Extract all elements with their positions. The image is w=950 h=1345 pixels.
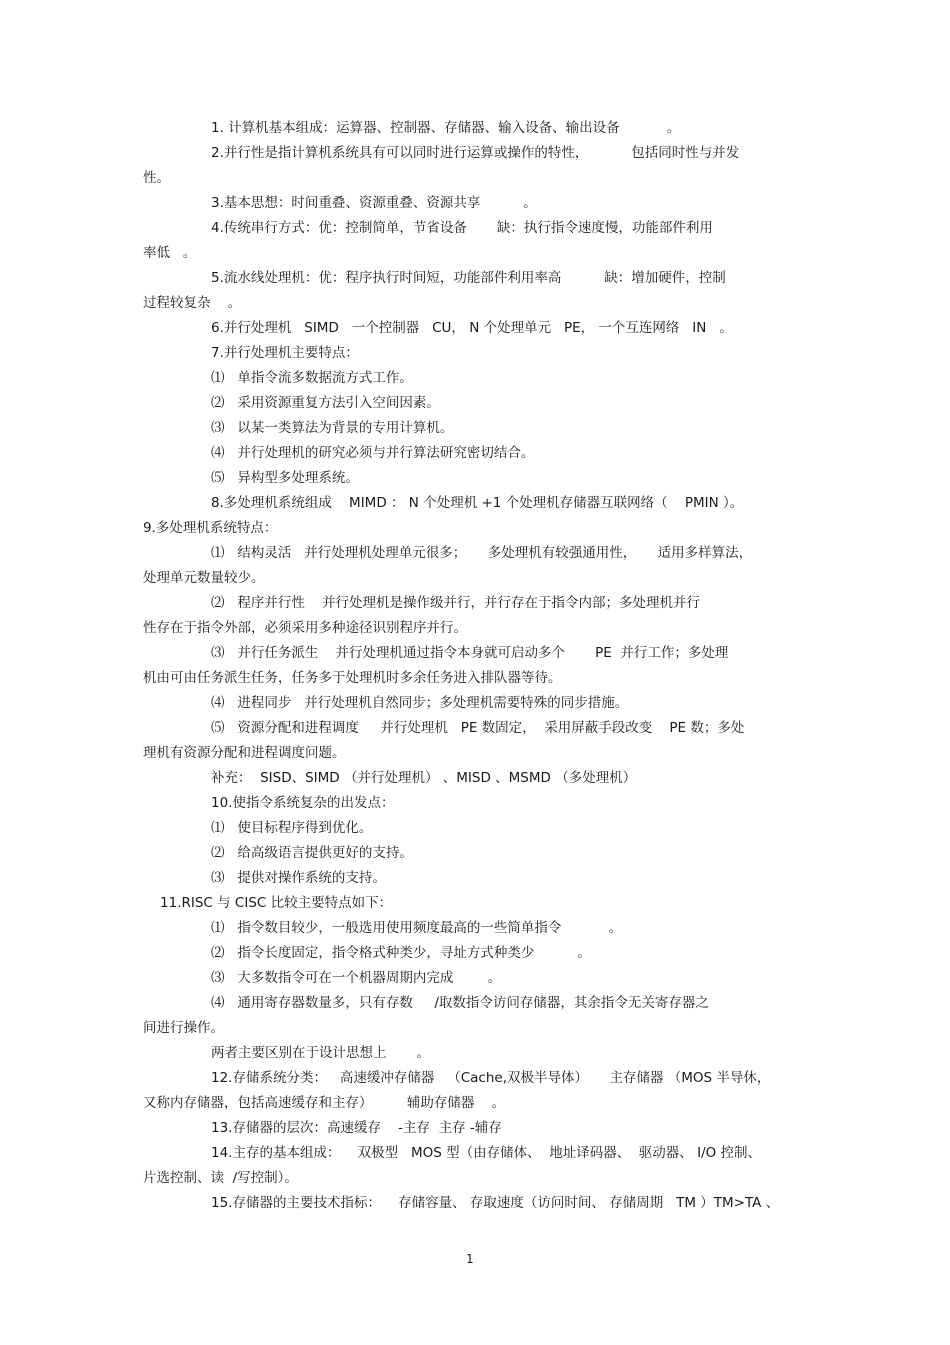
text-line: 10.使指令系统复杂的出发点： bbox=[211, 795, 395, 811]
text-line: 性。 bbox=[143, 170, 170, 186]
list-item: ⑷ 通用寄存器数量多，只有存数 /取数指令访问存储器，其余指令无关寄存器之 bbox=[211, 995, 709, 1011]
list-item: ⑶ 并行任务派生 并行处理机通过指令本身就可启动多个 PE 并行工作；多处理 bbox=[211, 645, 729, 661]
text-line: 6.并行处理机 SIMD 一个控制器 CU， N 个处理单元 PE， 一个互连网络 IN 。 bbox=[211, 320, 733, 336]
list-item: ⑴ 单指令流多数据流方式工作。 bbox=[211, 370, 413, 386]
text-line: 8.多处理机系统组成 MIMD ： N 个处理机 +1 个处理机存储器互联网络（ PMIN ）。 bbox=[211, 495, 744, 511]
list-item: ⑵ 给高级语言提供更好的支持。 bbox=[211, 845, 413, 861]
page-number: 1 bbox=[466, 1252, 474, 1266]
list-item: ⑶ 大多数指令可在一个机器周期内完成 。 bbox=[211, 970, 502, 986]
text-line: 5.流水线处理机：优：程序执行时间短，功能部件利用率高 缺：增加硬件，控制 bbox=[211, 270, 726, 286]
text-line: 1. 计算机基本组成：运算器、控制器、存储器、输入设备、输出设备 。 bbox=[211, 120, 681, 136]
text-line: 13.存储器的层次：高速缓存 -主存 主存 -辅存 bbox=[211, 1120, 502, 1136]
text-line: 过程较复杂 。 bbox=[143, 295, 242, 311]
list-item: ⑶ 以某一类算法为背景的专用计算机。 bbox=[211, 420, 454, 436]
text-line: 11.RISC 与 CISC 比较主要特点如下： bbox=[160, 895, 393, 911]
text-line: 4.传统串行方式：优：控制简单，节省设备 缺：执行指令速度慢，功能部件利用 bbox=[211, 220, 713, 236]
text-line: 14.主存的基本组成： 双极型 MOS 型（由存储体、 地址译码器、 驱动器、 I/O 控制、 bbox=[211, 1145, 762, 1161]
list-item: ⑵ 程序并行性 并行处理机是操作级并行，并行存在于指令内部；多处理机并行 bbox=[211, 595, 701, 611]
text-line: 间进行操作。 bbox=[143, 1020, 224, 1036]
text-line: 15.存储器的主要技术指标： 存储容量、 存取速度（访问时间、 存储周期 TM ）TM>TA 、 bbox=[211, 1195, 780, 1211]
text-line: 12.存储系统分类： 高速缓冲存储器 （Cache,双极半导体） 主存储器 （MOS 半导休， bbox=[211, 1070, 771, 1086]
text-line: 率低 。 bbox=[143, 245, 197, 261]
text-line: 性存在于指令外部，必须采用多种途径识别程序并行。 bbox=[143, 620, 467, 636]
text-line: 机由可由任务派生任务，任务多于处理机时多余任务进入排队器等待。 bbox=[143, 670, 562, 686]
list-item: ⑷ 并行处理机的研究必须与并行算法研究密切结合。 bbox=[211, 445, 535, 461]
text-line: 9.多处理机系统特点： bbox=[143, 520, 278, 536]
text-line: 理机有资源分配和进程调度问题。 bbox=[143, 745, 346, 761]
text-line: 7.并行处理机主要特点： bbox=[211, 345, 359, 361]
list-item: ⑶ 提供对操作系统的支持。 bbox=[211, 870, 386, 886]
list-item: ⑷ 进程同步 并行处理机自然同步；多处理机需要特殊的同步措施。 bbox=[211, 695, 629, 711]
list-item: ⑵ 指令长度固定，指令格式种类少，寻址方式种类少 。 bbox=[211, 945, 591, 961]
list-item: ⑴ 指令数目较少，一般选用使用频度最高的一些简单指令 。 bbox=[211, 920, 623, 936]
text-line: 2.并行性是指计算机系统具有可以同时进行运算或操作的特性， 包括同时性与并发 bbox=[211, 145, 740, 161]
text-line: 片选控制、读 /写控制）。 bbox=[143, 1170, 298, 1186]
text-line: 补充： SISD、SIMD （并行处理机） 、MISD 、MSMD （多处理机） bbox=[211, 770, 637, 786]
text-line: 3.基本思想：时间重叠、资源重叠、资源共享 。 bbox=[211, 195, 537, 211]
text-line: 处理单元数量较少。 bbox=[143, 570, 265, 586]
text-line: 两者主要区别在于设计思想上 。 bbox=[211, 1045, 431, 1061]
list-item: ⑴ 结构灵活 并行处理机处理单元很多； 多处理机有较强通用性， 适用多样算法， bbox=[211, 545, 753, 561]
list-item: ⑴ 使目标程序得到优化。 bbox=[211, 820, 373, 836]
list-item: ⑸ 资源分配和进程调度 并行处理机 PE 数固定， 采用屏蔽手段改变 PE 数；多处 bbox=[211, 720, 745, 736]
list-item: ⑵ 采用资源重复方法引入空间因素。 bbox=[211, 395, 440, 411]
text-line: 又称内存储器，包括高速缓存和主存） 辅助存储器 。 bbox=[143, 1095, 505, 1111]
list-item: ⑸ 异构型多处理系统。 bbox=[211, 470, 359, 486]
